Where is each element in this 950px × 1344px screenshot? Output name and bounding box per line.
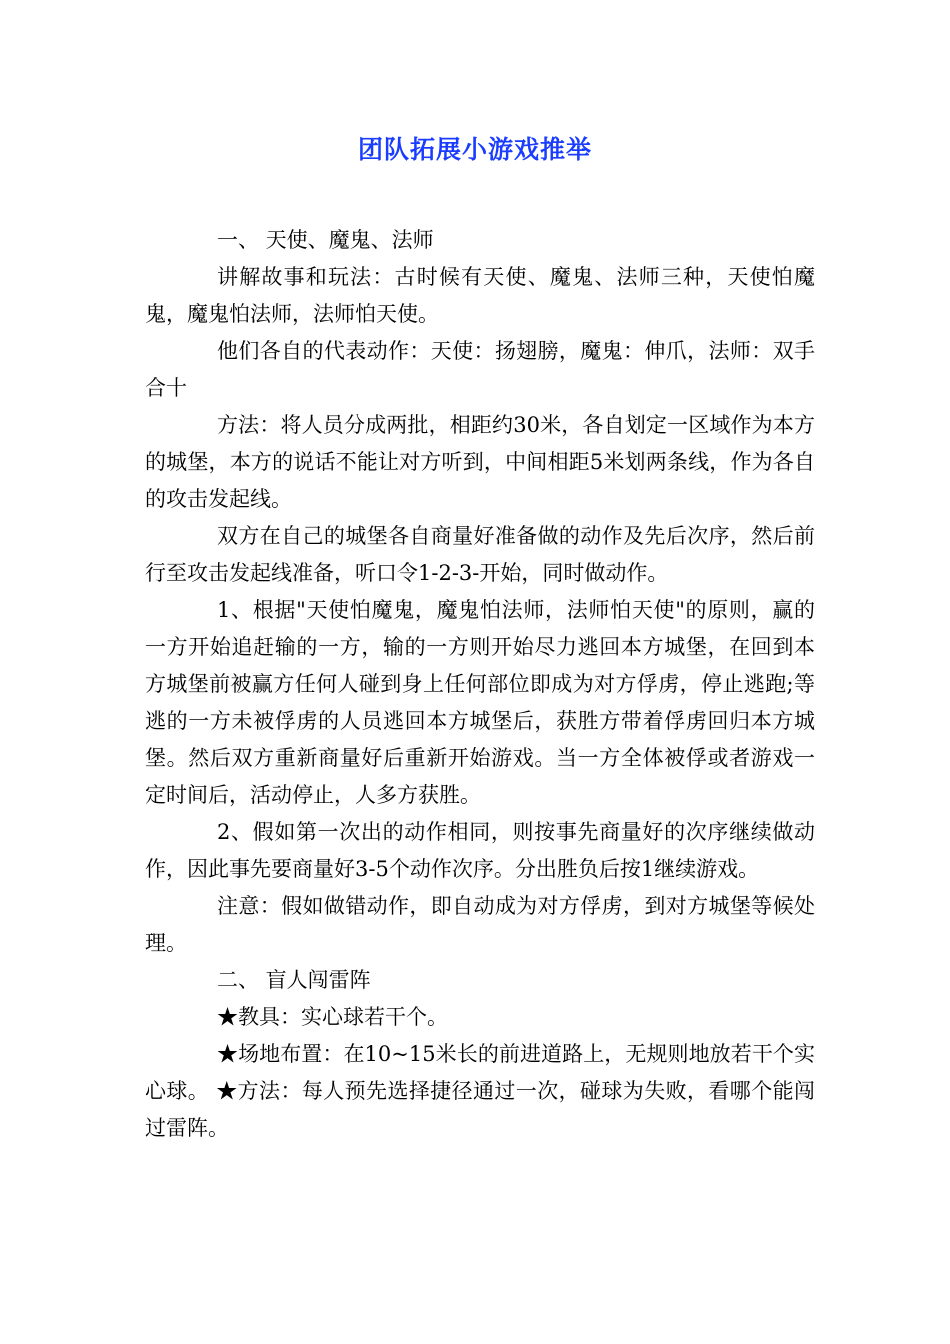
paragraph: ★教具：实心球若干个。 [217, 1005, 448, 1029]
section-heading-2: 二、 盲人闯雷阵 [217, 968, 371, 992]
paragraph: 注意：假如做错动作，即自动成为对方俘虏，到对方城堡等候处理。 [145, 894, 815, 955]
document-title: 团队拓展小游戏推举 [357, 135, 592, 164]
document-body [145, 222, 815, 1147]
paragraph: 方法：将人员分成两批，相距约30米，各自划定一区域作为本方的城堡，本方的说话不能让对方听到，中间相距5米划两条线，作为各自的攻击发起线。 [145, 413, 815, 511]
paragraph: 他们各自的代表动作：天使：扬翅膀，魔鬼：伸爪，法师：双手合十 [145, 339, 815, 400]
paragraph: 1、根据"天使怕魔鬼，魔鬼怕法师，法师怕天使"的原则，赢的一方开始追赶输的一方，输的一方则开始尽力逃回本方城堡，在回到本方城堡前被赢方任何人碰到身上任何部位即成为对方俘虏，停止逃跑;等逃的一方未被俘虏的人员逃回本方城堡后，获胜方带着俘虏回归本方城堡。然后双方重新商量好后重新开始游戏。当一方全体被俘或者游戏一定时间后，活动停止，人多方获胜。 [145, 598, 815, 807]
paragraph: ★场地布置：在10~15米长的前进道路上，无规则地放若干个实心球。 ★方法：每人预先选择捷径通过一次，碰球为失败，看哪个能闯过雷阵。 [145, 1042, 815, 1140]
paragraph: 讲解故事和玩法：古时候有天使、魔鬼、法师三种，天使怕魔鬼，魔鬼怕法师，法师怕天使。 [145, 265, 815, 326]
section-heading-1: 一、 天使、魔鬼、法师 [217, 228, 434, 252]
paragraph: 双方在自己的城堡各自商量好准备做的动作及先后次序，然后前行至攻击发起线准备，听口令1-2-3-开始，同时做动作。 [145, 524, 815, 585]
paragraph: 2、假如第一次出的动作相同，则按事先商量好的次序继续做动作，因此事先要商量好3-5个动作次序。分出胜负后按1继续游戏。 [145, 820, 815, 881]
